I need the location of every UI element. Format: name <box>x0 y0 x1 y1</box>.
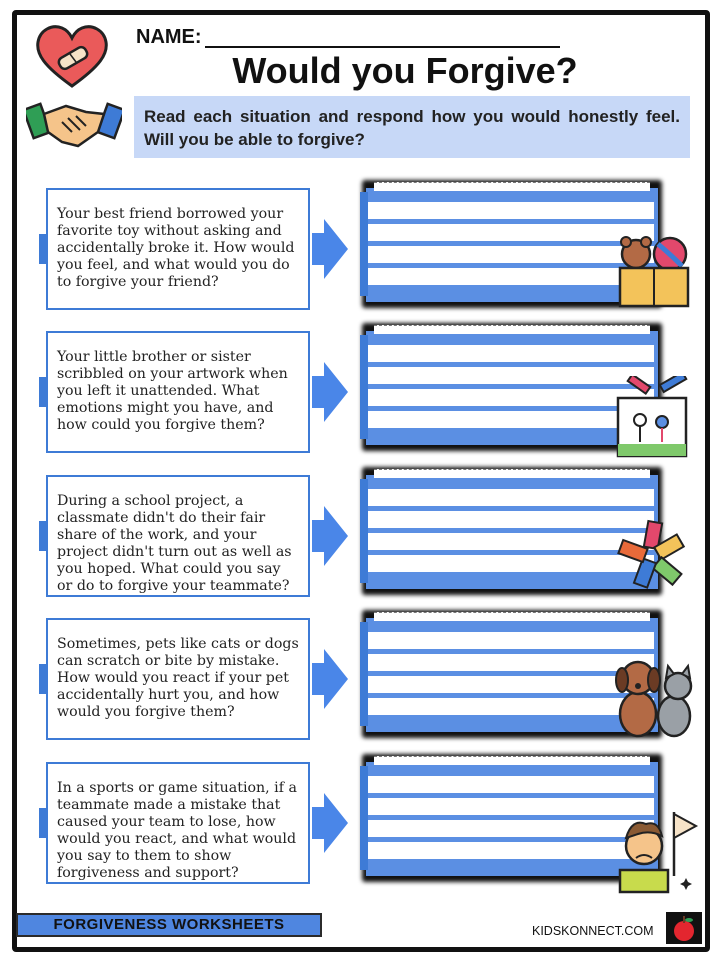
toy-box-icon <box>614 232 694 310</box>
question-box: Your little brother or sister scribbled on your artwork when you left it unattended. What emotions might you have, and how could you forgive them? <box>46 331 310 453</box>
sad-player-icon <box>614 806 700 894</box>
arrow-icon <box>312 219 348 279</box>
arrow-icon <box>312 793 348 853</box>
drawing-icon <box>614 376 694 460</box>
question-box: During a school project, a classmate didn't do their fair share of the work, and your project didn't turn out as well as you hoped. What could you say or do to forgive your teammate? <box>46 475 310 597</box>
arrow-icon <box>312 362 348 422</box>
instructions: Read each situation and respond how you would honestly feel. Will you be able to forgive? <box>134 96 690 158</box>
question-box: In a sports or game situation, if a teammate made a mistake that caused your team to lose, how would you react, and what would you say to them to show forgiveness and support? <box>46 762 310 884</box>
arrow-icon <box>312 506 348 566</box>
footer-badge-label: FORGIVENESS WORKSHEETS <box>18 915 320 935</box>
brand-name: KIDSKONNECT.COM <box>532 924 654 938</box>
arrow-icon <box>312 649 348 709</box>
apple-logo-box <box>666 912 702 944</box>
name-label: NAME: <box>136 26 202 48</box>
apple-icon <box>666 912 702 944</box>
footer-badge <box>16 913 322 937</box>
handshake-icon <box>26 92 122 152</box>
question-box: Your best friend borrowed your favorite toy without asking and accidentally broke it. How would you feel, and what would you do to forgive your friend? <box>46 188 310 310</box>
name-input-line[interactable] <box>205 46 560 48</box>
question-box: Sometimes, pets like cats or dogs can scratch or bite by mistake. How would you react if your pet accidentally hurt you, and how would you forgive them? <box>46 618 310 740</box>
teamwork-hands-icon <box>616 518 692 594</box>
broken-heart-icon <box>34 24 110 90</box>
dog-cat-icon <box>612 654 698 738</box>
page-title: Would you Forgive? <box>232 50 578 91</box>
